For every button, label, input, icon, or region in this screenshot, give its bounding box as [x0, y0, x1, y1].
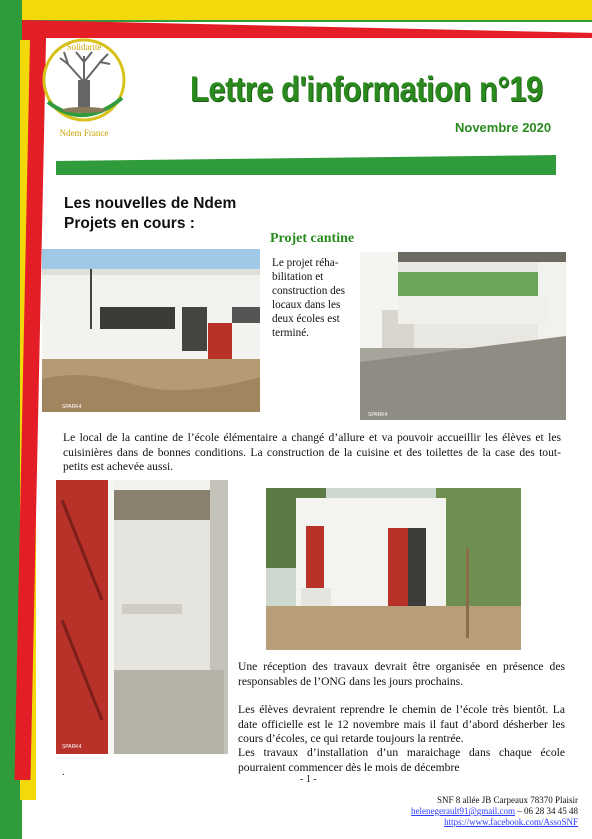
- logo: [38, 32, 130, 140]
- photo-canteen-interior: [360, 252, 566, 420]
- section-heading-line1: Les nouvelles de Ndem: [64, 195, 237, 212]
- photo-kitchen-building: [266, 488, 521, 650]
- section-heading: [64, 194, 236, 234]
- paragraph-market-gardening: Les travaux d’installation d’un maraichage dans chaque école pourraient commencer dès le mois de décembre: [238, 746, 565, 774]
- photo-toilets: [56, 480, 228, 754]
- logo-bottom-text: Ndem France: [59, 128, 109, 138]
- bullet-dot: .: [62, 767, 65, 778]
- section-subtitle: Projet cantine: [270, 231, 355, 246]
- page-title: Lettre d'information n°19: [190, 70, 543, 109]
- photo-canteen-exterior: [42, 249, 260, 412]
- page-number: - 1 -: [300, 774, 317, 785]
- paragraph-reception: Une réception des travaux devrait être organisée en présence des responsables de l’ONG dans les jours prochains.: [238, 660, 565, 688]
- footer-contact: [411, 806, 578, 817]
- watermark-1: SPARK4: [62, 404, 82, 410]
- caption-text: Le projet réha-bilitation et construction des locaux dans les deux écoles est terminé.: [272, 257, 346, 339]
- section-heading-line2: Projets en cours :: [64, 215, 195, 232]
- footer-facebook-link[interactable]: https://www.facebook.com/AssoSNF: [444, 817, 578, 827]
- footer-email-link[interactable]: helenegerault91@gmail.com: [410, 806, 515, 816]
- footer: [411, 795, 578, 828]
- flag-band-yellow-top: [20, 0, 592, 20]
- paragraph-canteen: Le local de la cantine de l’école élémentaire a changé d’allure et va pouvoir accueillir les élèves et les cuisinières dans de bonnes conditions. La construction de la cuisine et des toilettes de la case des tout-petits est achevée aussi.: [63, 431, 561, 473]
- footer-phone: – 06 28 34 45 48: [515, 806, 578, 816]
- logo-top-text: Solidarité: [66, 42, 102, 52]
- watermark-2: SPARK4: [368, 412, 388, 418]
- issue-date: Novembre 2020: [455, 120, 552, 135]
- footer-address: SNF 8 allée JB Carpeaux 78370 Plaisir: [437, 795, 578, 805]
- watermark-3: SPARK4: [62, 744, 82, 750]
- paragraph-return-to-school: Les élèves devraient reprendre le chemin de l’école très bientôt. La date officielle est le 12 novembre mais il faut d’abord désherber les cours d’écoles, ce qui retarde toujours la rentrée.: [238, 703, 565, 745]
